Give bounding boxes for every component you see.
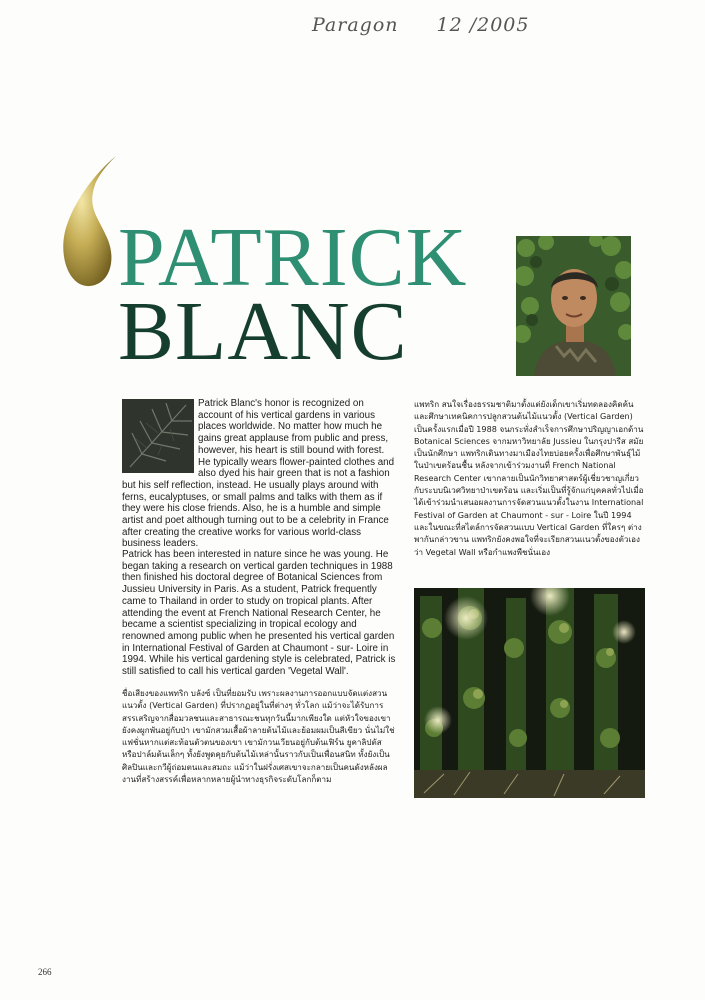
thai-paragraph-1: ชื่อเสียงของแพทริก บลังซ์ เป็นที่ยอมรับ เพราะผลงานการออกแบบจัดแต่งสวนแนวตั้ง (Vertical Garden) ที่ปรากฏอยู่ในที่ต่างๆ ทั่วโลก แม้ว่าจะได้รับการสรรเสริญจากสื่อมวลชนและสาธารณะชนทุกวันนี้มากเพียงใด แต่หัวใจของเขายังคงผูกพันอยู่กับป่า เขามักสวมเสื้อผ้าลายต้นไม้และย้อมผมเป็นสีเขียว นั่นไม่ใช่แฟชั่นหากแต่สะท้อนตัวตนของเขา เขามักวนเวียนอยู่กับต้นเฟิร์น ยูคาลิปตัส หรือปาล์มต้นเล็กๆ ทั้งยังพูดคุยกับต้นไม้เหล่านั้นราวกับเป็นเพื่อนสนิท ทั้งยังเป็นศิลปินและกวีผู้ถ่อมตนและสมถะ แม้ว่าในฝรั่งเศสเขาจะกลายเป็นคนดังหลังผลงานที่สร้างสรรค์เพื่อหลากหลายผู้นำทางธุรกิจระดับโลกก็ตาม	[122, 688, 395, 785]
page-number: 266	[38, 967, 52, 977]
english-paragraph-2	[122, 549, 396, 678]
english-paragraph-1-text: Patrick Blanc's honor is recognized on account of his vertical gardens in various places worldwide. No matter how much he gains great applause from public and press, however, his heart is still bound with forest. He typically wears flower-painted clothes and also dyed his hair green that is not a fashion but his self reflection, instead. He usually plays around with ferns, eucalyptuses, or small palms and talks with them as if they were his close friends. Also, he is a humble and simple artist and poet although turning out to be a celebrity in France after creating the creative works for various world-class business leaders.	[122, 398, 395, 550]
english-paragraph-1	[122, 398, 396, 550]
gold-drop-ornament	[52, 152, 122, 292]
vertical-garden-photo	[414, 588, 645, 798]
annotation-publication: Paragon	[312, 14, 399, 36]
article-title	[118, 211, 468, 379]
english-paragraph-2-text: Patrick has been interested in nature since he was young. He began taking a research on vertical garden techniques in 1988 then finished his doctoral degree of Botanical Sciences from Jussieu University in Paris. As a student, Patrick frequently came to Thailand in order to study on tropical plants. After attending the event at French National Research Center, he became a scientist specializing in tropical ecology and renowned among public when he presented his vertical garden in International Festival of Garden at Chaumont - sur- Loire in 1994. While his vertical gardening style is celebrated, Patrick is still satisfied to call his vertical garden 'Vegetal Wall'.	[122, 549, 396, 678]
portrait-photo	[516, 236, 631, 376]
thai-paragraph-2: แพทริก สนใจเรื่องธรรมชาติมาตั้งแต่ยังเด็กเขาเริ่มทดลองคิดค้นและศึกษาเทคนิคการปลูกสวนต้นไม้แนวตั้ง (Vertical Garden) เป็นครั้งแรกเมื่อปี 1988 จนกระทั่งสำเร็จการศึกษาปริญญาเอกด้าน Botanical Sciences จากมหาวิทยาลัย Jussieu ในกรุงปารีส สมัยเป็นนักศึกษา แพทริกเดินทางมาเมืองไทยบ่อยครั้งเพื่อศึกษาพันธุ์ไม้ในป่าเขตร้อนชื้น หลังจากเข้าร่วมงานที่ French National Research Center เขากลายเป็นนักวิทยาศาสตร์ผู้เชี่ยวชาญเกี่ยวกับระบบนิเวศวิทยาป่าเขตร้อน และเริ่มเป็นที่รู้จักแก่บุคคลทั่วไปเมื่อได้เข้าร่วมนำเสนอผลงานการจัดสวนแนวตั้งในงาน International Festival of Garden at Chaumont - sur - Loire ในปี 1994 และในขณะที่สไตล์การจัดสวนแบบ Vertical Garden ที่ใครๆ ต่างพากันกล่าวขาน แพทริกยังคงพอใจที่จะเรียกสวนแนวตั้งของตัวเองว่า Vegetal Wall หรือกำแพงพืชนั่นเอง	[414, 399, 644, 557]
title-first-name: PATRICK	[118, 211, 468, 304]
handwritten-annotation	[312, 14, 530, 36]
title-last-name: BLANC	[118, 285, 408, 379]
annotation-date: 12 /2005	[436, 14, 530, 36]
